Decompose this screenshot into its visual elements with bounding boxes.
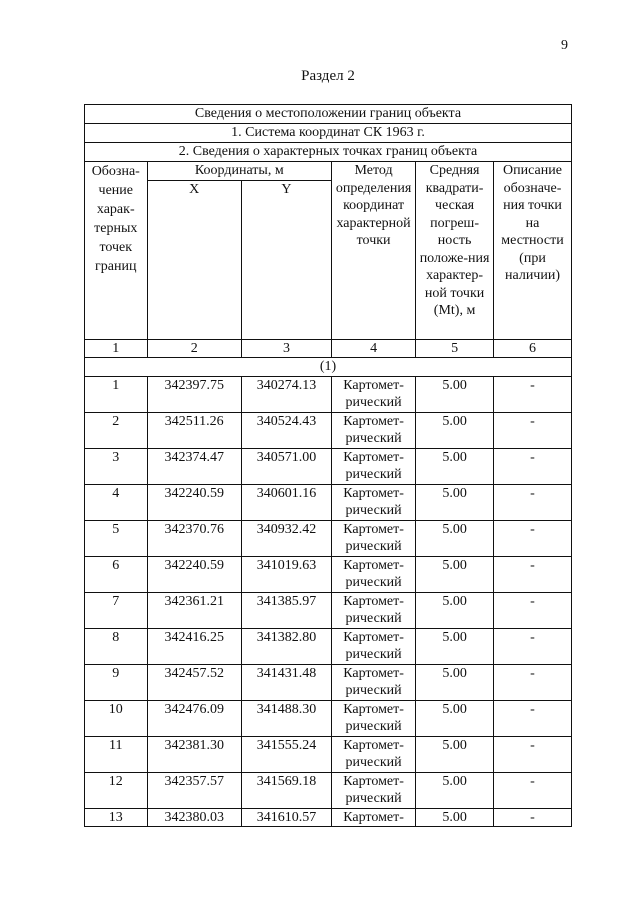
description-value: - bbox=[494, 484, 572, 520]
header-error: Средняя квадрати-ческая погреш-ность положе-ния характер-ной точки (Mt), м bbox=[416, 162, 494, 340]
error-value: 5.00 bbox=[416, 700, 494, 736]
page-number: 9 bbox=[561, 38, 568, 53]
coord-system-label: 1. Система координат СК 1963 г. bbox=[85, 124, 572, 143]
header-designation: Обозна-чение харак-терных точек границ bbox=[85, 162, 148, 340]
point-number: 13 bbox=[85, 808, 148, 827]
point-number: 11 bbox=[85, 736, 148, 772]
error-value: 5.00 bbox=[416, 664, 494, 700]
table-row bbox=[85, 448, 572, 484]
method-value: Картомет-рический bbox=[332, 484, 416, 520]
coord-y: 341488.30 bbox=[241, 700, 331, 736]
error-value: 5.00 bbox=[416, 448, 494, 484]
table-row bbox=[85, 484, 572, 520]
method-value: Картомет-рический bbox=[332, 376, 416, 412]
table-row bbox=[85, 808, 572, 827]
coord-x: 342374.47 bbox=[147, 448, 241, 484]
description-value: - bbox=[494, 664, 572, 700]
description-value: - bbox=[494, 412, 572, 448]
error-value: 5.00 bbox=[416, 772, 494, 808]
point-number: 8 bbox=[85, 628, 148, 664]
boundary-points-table bbox=[84, 104, 572, 827]
table-row bbox=[85, 520, 572, 556]
method-value: Картомет-рический bbox=[332, 700, 416, 736]
table-title: Сведения о местоположении границ объекта bbox=[85, 105, 572, 124]
coord-y: 340571.00 bbox=[241, 448, 331, 484]
error-value: 5.00 bbox=[416, 484, 494, 520]
description-value: - bbox=[494, 520, 572, 556]
coord-y: 340274.13 bbox=[241, 376, 331, 412]
column-number: 2 bbox=[147, 339, 241, 358]
error-value: 5.00 bbox=[416, 592, 494, 628]
description-value: - bbox=[494, 736, 572, 772]
coord-x: 342240.59 bbox=[147, 484, 241, 520]
table-row bbox=[85, 376, 572, 412]
table-row bbox=[85, 772, 572, 808]
coord-y: 341555.24 bbox=[241, 736, 331, 772]
point-number: 7 bbox=[85, 592, 148, 628]
coord-x: 342370.76 bbox=[147, 520, 241, 556]
coord-y: 341569.18 bbox=[241, 772, 331, 808]
table-row bbox=[85, 556, 572, 592]
error-value: 5.00 bbox=[416, 736, 494, 772]
point-number: 3 bbox=[85, 448, 148, 484]
error-value: 5.00 bbox=[416, 412, 494, 448]
description-value: - bbox=[494, 556, 572, 592]
header-coordinates: Координаты, м bbox=[147, 162, 332, 181]
coord-y: 340524.43 bbox=[241, 412, 331, 448]
error-value: 5.00 bbox=[416, 628, 494, 664]
table-row bbox=[85, 736, 572, 772]
section-title: Раздел 2 bbox=[301, 68, 355, 84]
coord-x: 342357.57 bbox=[147, 772, 241, 808]
coord-y: 341431.48 bbox=[241, 664, 331, 700]
description-value: - bbox=[494, 628, 572, 664]
point-number: 6 bbox=[85, 556, 148, 592]
point-number: 4 bbox=[85, 484, 148, 520]
point-number: 1 bbox=[85, 376, 148, 412]
table-row bbox=[85, 412, 572, 448]
description-value: - bbox=[494, 772, 572, 808]
table-row bbox=[85, 592, 572, 628]
description-value: - bbox=[494, 808, 572, 827]
coord-x: 342476.09 bbox=[147, 700, 241, 736]
header-x: X bbox=[147, 180, 241, 339]
coord-x: 342240.59 bbox=[147, 556, 241, 592]
error-value: 5.00 bbox=[416, 556, 494, 592]
coord-x: 342397.75 bbox=[147, 376, 241, 412]
point-number: 12 bbox=[85, 772, 148, 808]
method-value: Картомет-рический bbox=[332, 664, 416, 700]
method-value: Картомет-рический bbox=[332, 448, 416, 484]
column-number: 5 bbox=[416, 339, 494, 358]
point-number: 10 bbox=[85, 700, 148, 736]
description-value: - bbox=[494, 592, 572, 628]
coord-y: 341019.63 bbox=[241, 556, 331, 592]
points-caption: 2. Сведения о характерных точках границ объекта bbox=[85, 143, 572, 162]
coord-x: 342361.21 bbox=[147, 592, 241, 628]
table-row bbox=[85, 700, 572, 736]
column-number: 3 bbox=[241, 339, 331, 358]
method-value: Картомет-рический bbox=[332, 592, 416, 628]
column-number: 6 bbox=[494, 339, 572, 358]
description-value: - bbox=[494, 700, 572, 736]
coord-y: 340932.42 bbox=[241, 520, 331, 556]
coord-x: 342381.30 bbox=[147, 736, 241, 772]
description-value: - bbox=[494, 448, 572, 484]
point-number: 2 bbox=[85, 412, 148, 448]
description-value: - bbox=[494, 376, 572, 412]
column-number: 1 bbox=[85, 339, 148, 358]
coord-y: 340601.16 bbox=[241, 484, 331, 520]
coord-x: 342511.26 bbox=[147, 412, 241, 448]
coord-y: 341382.80 bbox=[241, 628, 331, 664]
coord-x: 342416.25 bbox=[147, 628, 241, 664]
coord-x: 342380.03 bbox=[147, 808, 241, 827]
error-value: 5.00 bbox=[416, 808, 494, 827]
table-row bbox=[85, 664, 572, 700]
table-row bbox=[85, 628, 572, 664]
method-value: Картомет-рический bbox=[332, 556, 416, 592]
header-method: Метод определения координат характерной точки bbox=[332, 162, 416, 340]
error-value: 5.00 bbox=[416, 520, 494, 556]
point-number: 9 bbox=[85, 664, 148, 700]
method-value: Картомет-рический bbox=[332, 412, 416, 448]
error-value: 5.00 bbox=[416, 376, 494, 412]
method-value: Картомет-рический bbox=[332, 772, 416, 808]
method-value: Картомет-рический bbox=[332, 628, 416, 664]
header-description: Описание обозначе-ния точки на местности (при наличии) bbox=[494, 162, 572, 340]
coord-x: 342457.52 bbox=[147, 664, 241, 700]
column-number: 4 bbox=[332, 339, 416, 358]
coord-y: 341610.57 bbox=[241, 808, 331, 827]
method-value: Картомет-рический bbox=[332, 736, 416, 772]
header-y: Y bbox=[241, 180, 331, 339]
method-value: Картомет- bbox=[332, 808, 416, 827]
group-label: (1) bbox=[85, 358, 572, 377]
point-number: 5 bbox=[85, 520, 148, 556]
method-value: Картомет-рический bbox=[332, 520, 416, 556]
coord-y: 341385.97 bbox=[241, 592, 331, 628]
